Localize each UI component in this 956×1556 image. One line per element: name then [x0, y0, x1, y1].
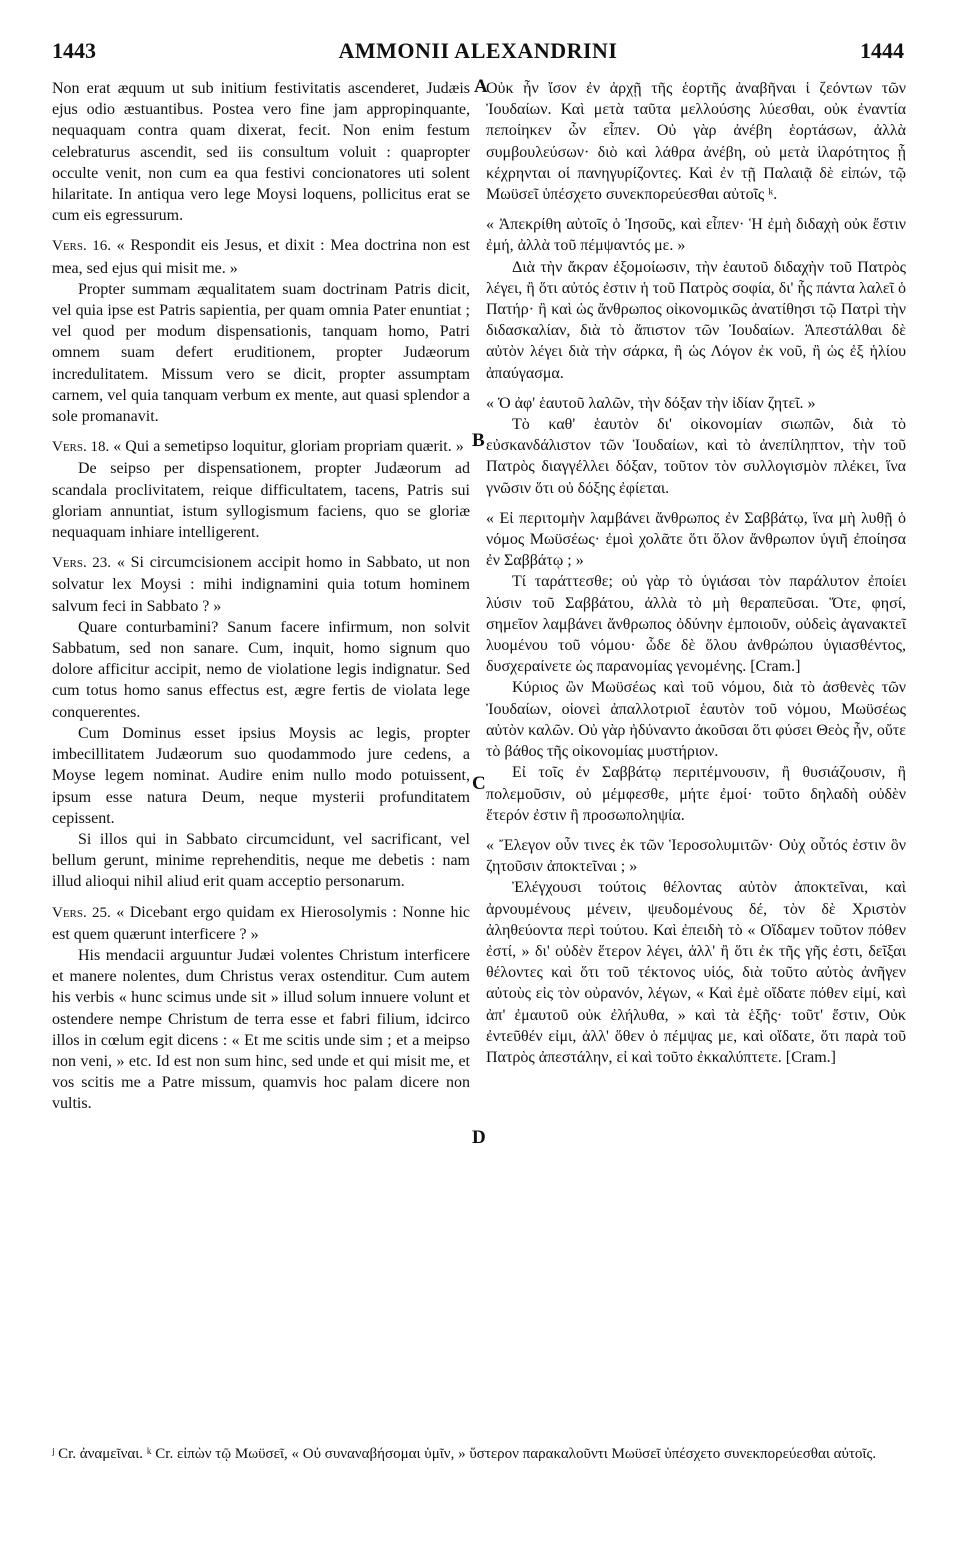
- paragraph: [486, 414, 906, 499]
- paragraph-text: « Εἰ περιτομὴν λαμβάνει ἄνθρωπος ἐν Σαββάτῳ, ἵνα μὴ λυθῇ ὁ νόμος Μωϋσέως· ἐμοὶ χολᾶτε ὅτι ὅλον ἄνθρωπον ὑγιῆ ἐποίησα ἐν Σαββάτῳ ; »: [486, 509, 906, 570]
- page-number-left: 1443: [52, 38, 96, 63]
- paragraph: [52, 617, 470, 723]
- paragraph-text: Κύριος ὢν Μωϋσέως καὶ τοῦ νόμου, διὰ τὸ ἀσθενὲς τῶν Ἰουδαίων, οἱονεὶ ἀπαλλοτριοῖ ἑαυτὸν τοῦ νόμου, Μωϋσέως αὐτὸν καλῶν. Οὐ γὰρ ἠδύναντο ἀκοῦσαι ὅτι φύσει Θεὸς ἦν, οὔτε τὸ βάθος τῆς οἰκονομίας μυστήριον.: [486, 679, 906, 761]
- paragraph-text: Quare conturbamini? Sanum facere infirmum, non solvit Sabbatum, sed non sanare. Cum, inquit, homo signum quo dolore afficitur accipit, nemo de violatione legis indignatur. Sed cum totus homo sanus effectus est, ægre fertis de violata lege conquerentes.: [52, 618, 470, 721]
- verse-quote: [486, 508, 906, 572]
- verse-quote: [52, 902, 470, 945]
- verse-quote: [486, 835, 906, 877]
- paragraph: [486, 677, 906, 762]
- verse-quote: [52, 436, 470, 458]
- paragraph-text: Si illos qui in Sabbato circumcidunt, vel sacrificant, vel bellum gerunt, minime reprehenditis, neque me debetis : nam illud alioqui nihil aliud erit quam acceptio personarum.: [52, 830, 470, 891]
- paragraph-text: Cum Dominus esset ipsius Moysis ac legis, propter imbecillitatem Judæorum suo quodammodo jure cedens, a Moyse legem nominat. Audire enim nullo modo potuissent, ipsum esse natura Deum, neque mysterii profunditatem cepissent.: [52, 724, 470, 827]
- paragraph: [52, 78, 470, 226]
- verse-label: Vers. 16.: [52, 238, 111, 255]
- paragraph-text: « Si circumcisionem accipit homo in Sabbato, ut non solvatur lex Moysi : mihi indignamini quia totum hominem salvum feci in Sabbato ? »: [52, 554, 471, 615]
- paragraph-text: « Dicebant ergo quidam ex Hierosolymis : Nonne hic est quem quærunt interficere ? »: [52, 903, 471, 943]
- paragraph-text: « Ἔλεγον οὖν τινες ἐκ τῶν Ἱεροσολυμιτῶν· Οὐχ οὗτός ἐστιν ὃν ζητοῦσιν ἀποκτεῖναι ; »: [486, 836, 906, 876]
- section-marker-a: A: [474, 76, 488, 97]
- greek-column: [486, 78, 906, 1068]
- verse-label: Vers. 18.: [52, 439, 110, 456]
- paragraph-text: Οὐκ ἦν ἴσον ἐν ἀρχῇ τῆς ἑορτῆς ἀναβῆναι ἱ ζεόντων τῶν Ἰουδαίων. Καὶ μετὰ ταῦτα μελλούσης λύεσθαι, οὐκ ἐναντία πεποίηκεν ὧν εἶπεν. Οὐ γὰρ ἀνέβη ἑορτάσων, ἀλλὰ συμβουλεύσων· διὸ καὶ λάθρα ἀνέβη, οὐ μετὰ ἱλαρότητος ᾗ κέχρηνται οἱ πανηγυρίζοντες. Καὶ ἐν τῇ Παλαιᾷ δὲ εἰπών, τῷ Μωϋσεῖ ὑπέσχετο συνεκπορεύεσθαι αὐτοῖς ᵏ.: [486, 80, 906, 204]
- paragraph: [52, 829, 470, 893]
- running-header: [52, 38, 904, 68]
- paragraph-text: « Qui a semetipso loquitur, gloriam propriam quærit. »: [113, 438, 464, 456]
- footnote: ʲ Cr. ἀναμεῖναι. ᵏ Cr. εἰπὼν τῷ Μωϋσεῖ, « Οὐ συναναβήσομαι ὑμῖν, » ὕστερον παρακαλοῦντι Μωϋσεῖ ὑπέσχετο συνεκπορεύεσθαι αὐτοῖς.: [52, 1446, 877, 1462]
- verse-quote: [52, 552, 470, 617]
- section-marker-b: B: [472, 430, 485, 451]
- paragraph: [486, 762, 906, 826]
- paragraph: [486, 257, 906, 384]
- latin-column: [52, 78, 470, 1115]
- page-number-right: 1444: [860, 38, 904, 63]
- paragraph: [52, 723, 470, 829]
- paragraph-text: Non erat æquum ut sub initium festivitatis ascenderet, Judæis ejus odio æstuantibus. Postea vero fine jam appropinquante, nequaquam contra quam dixerat, fecit. Non enim festum celebraturus ascendit, sed iis consultum voluit : quapropter occulte venit, non cum ea qua festivi concionatores uti solent hilaritate. In antiqua vero lege Moysi loquens, pollicitus erat se cum eis egressurum.: [52, 80, 470, 225]
- section-marker-c: C: [472, 773, 486, 794]
- footnotes: [52, 1444, 912, 1464]
- paragraph: [486, 571, 906, 677]
- paragraph-text: Ἐλέγχουσι τούτοις θέλοντας αὐτὸν ἀποκτεῖναι, καὶ ἀρνουμένους μένειν, ψευδομένους δέ, τὸν δὲ Χριστὸν ἀληθεύοντα περὶ τούτου. Καὶ ἐπειδὴ τὸ « Οἴδαμεν τοῦτον πόθεν ἐστί, » δι' οὐδὲν ἕτερον λέγει, ἀλλ' ἢ ὅτι ἐκ τῆς γῆς ἐστι, δεῖξαι θέλοντες καὶ ὅτι τοῦ τέκτονος υἱός, διὰ τοῦτο αὐτὸς ἀνῆγεν αὐτοὺς εἰς τὸν οὐρανόν, λέγων, « Καὶ ἐμὲ οἴδατε πόθεν εἰμί, καὶ ἀπ' ἐμαυτοῦ οὐκ ἐλήλυθα, » καὶ τὰ ἑξῆς· τοῦτ' ἔστιν, Οὐκ ἐντεῦθέν εἰμι, ἀλλ' ὅθεν ὁ πέμψας με, καὶ οἴδατε, ὅτι παρὰ τοῦ Πατρὸς ἀπεστάλην, εἰ καὶ τοῦτο ἐκκαλύπτετε. [Cram.]: [486, 879, 906, 1066]
- paragraph-text: Propter summam æqualitatem suam doctrinam Patris dicit, vel quia ipse est Patris sapientia, per quam omnia Pater enuntiat ; vel quod per modum dispensationis, tanquam homo, Patri omnem suam defert eruditionem, propter Judæorum incredulitatem. Missum vero se dicit, propter assumptam carnem, vel quia tanquam verbum ex mente, aut quasi splendor a sole promanavit.: [52, 280, 470, 426]
- paragraph-text: Τὸ καθ' ἑαυτὸν δι' οἰκονομίαν σιωπῶν, διὰ τὸ εὐσκανδάλιστον τῶν Ἰουδαίων, καὶ τὸ ἀνεπίληπτον, τὴν τοῦ Πατρὸς διαγγέλλει δόξαν, τοῦτον τὸν συλλογισμὸν πλέκει, ἵνα γνῶσιν ὅτι οὐ δόξης ἐφίεται.: [486, 416, 906, 497]
- running-title: AMMONII ALEXANDRINI: [338, 38, 618, 63]
- paragraph: [52, 279, 470, 427]
- paragraph: [52, 945, 470, 1115]
- verse-quote: [52, 235, 470, 278]
- paragraph-text: De seipso per dispensationem, propter Judæorum ad scandala proclivitatem, reique difficultatem, tacens, Patris sui gloriam annuntiat, istum syllogismum faciens, quo se gloriæ nequaquam inhiare intelligerent.: [52, 460, 470, 542]
- paragraph-text: « Ὁ ἀφ' ἑαυτοῦ λαλῶν, τὴν δόξαν τὴν ἰδίαν ζητεῖ. »: [486, 394, 816, 412]
- paragraph: [486, 78, 906, 205]
- paragraph-text: His mendacii arguuntur Judæi volentes Christum interficere et manere nolentes, dum Christus verax ostenditur. Cum autem his verbis « hunc scimus unde sit » illud solum innuere volunt et ostendere nempe Christum de terra esse et fabri filium, idcirco illos in cœlum egit dicens : « Et me scitis unde sim ; et a meipso non veni, » etc. Id est non sum hinc, sed unde et qui misit me, et vos scitis me a Patre missum, quamvis hoc palam dicere non vultis.: [52, 946, 470, 1113]
- paragraph: [52, 458, 470, 543]
- paragraph-text: Διὰ τὴν ἄκραν ἐξομοίωσιν, τὴν ἑαυτοῦ διδαχὴν τοῦ Πατρὸς λέγει, ἢ ὅτι αὐτός ἐστιν ἡ τοῦ Πατρὸς σοφία, δι' ἧς πάντα λαλεῖ ὁ Πατήρ· ἢ καὶ ὡς ἄνθρωπος οἰκονομικῶς ἀνατίθησι τῷ Πατρὶ τὴν διδασκαλίαν, διὰ τὸ ἄπιστον τῶν Ἰουδαίων. Ἀπεστάλθαι δὲ αὐτὸν λέγει διὰ τὴν σάρκα, ἢ ὡς Λόγον ἐκ νοῦ, ἢ ὡς ἐξ ἡλίου ἀπαύγασμα.: [486, 258, 906, 382]
- section-marker-d: D: [472, 1127, 486, 1148]
- paragraph-text: Εἰ τοῖς ἐν Σαββάτῳ περιτέμνουσιν, ἢ θυσιάζουσιν, ἢ πολεμοῦσιν, οὐ μέμφεσθε, μήτε ἐμοί· τοῦτο δηλαδὴ οὐδὲν ἕτερόν ἐστιν ἢ προσωποληψία.: [486, 764, 906, 824]
- paragraph: [486, 877, 906, 1068]
- verse-label: Vers. 25.: [52, 904, 111, 921]
- paragraph-text: « Ἀπεκρίθη αὐτοῖς ὁ Ἰησοῦς, καὶ εἶπεν· Ἡ ἐμὴ διδαχὴ οὐκ ἔστιν ἐμή, ἀλλὰ τοῦ πέμψαντός με. »: [486, 216, 906, 255]
- paragraph-text: Τί ταράττεσθε; οὐ γὰρ τὸ ὑγιάσαι τὸν παράλυτον ἐποίει λύσιν τοῦ Σαββάτου, ἀλλὰ τὸ μὴ θεραπεῦσαι. Ὅτε, φησί, σημεῖον λαμβάνει ἄνθρωπος ὀδύνην ἐμποιοῦν, οὐδεὶς ἀγανακτεῖ λυομένου τοῦ νόμου· ὧδε δὲ ὅλου ἀνθρώπου ὑγιασθέντος, δυσχεραίνετε ὡς παρανομίας γενομένης. [Cram.]: [486, 573, 906, 676]
- verse-quote: [486, 393, 906, 414]
- paragraph-text: « Respondit eis Jesus, et dixit : Mea doctrina non est mea, sed ejus qui misit me. »: [52, 237, 470, 277]
- verse-label: Vers. 23.: [52, 555, 112, 572]
- verse-quote: [486, 214, 906, 256]
